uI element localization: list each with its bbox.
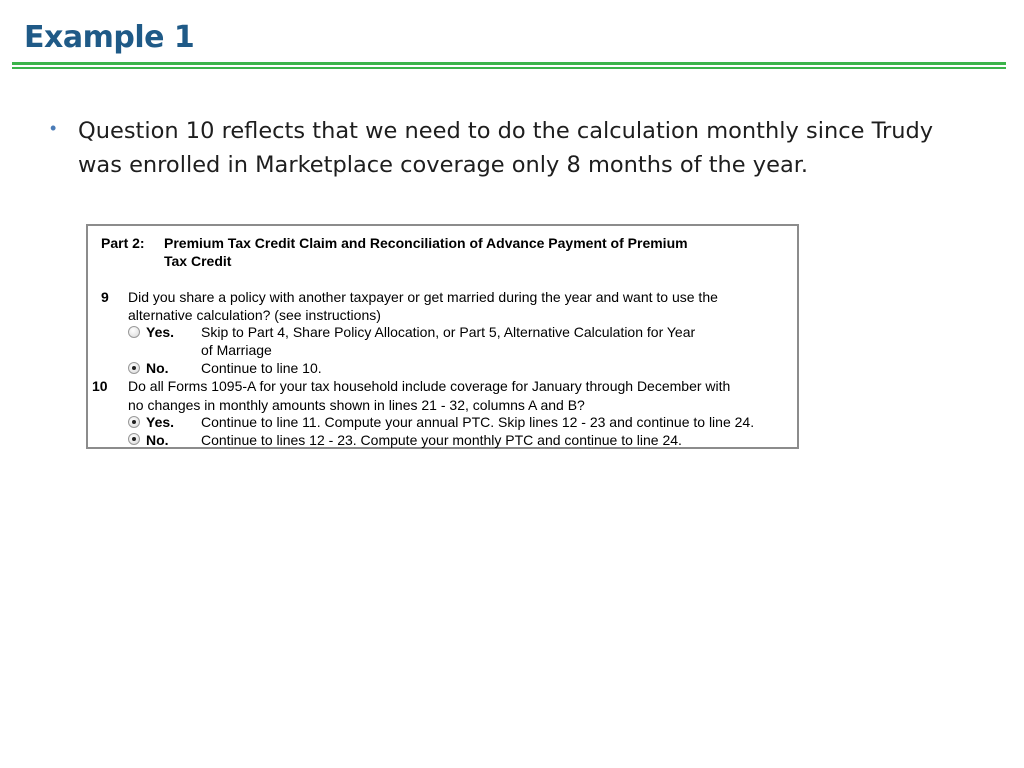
q10-yes-radio[interactable] xyxy=(128,416,140,428)
q9-yes-desc-line1: Skip to Part 4, Share Policy Allocation, or Part 5, Alternative Calculation for Year xyxy=(201,324,696,340)
form-excerpt xyxy=(86,224,799,449)
q9-text-line1: Did you share a policy with another taxpayer or get married during the year and want to use the xyxy=(128,289,718,305)
q9-no-desc: Continue to line 10. xyxy=(201,360,322,376)
q10-text-line1: Do all Forms 1095-A for your tax household include coverage for January through December with xyxy=(128,378,731,394)
bullet-item xyxy=(50,114,950,182)
q10-no-desc: Continue to lines 12 - 23. Compute your monthly PTC and continue to line 24. xyxy=(201,432,682,448)
q9-yes-desc-line2: of Marriage xyxy=(201,342,272,358)
slide-title: Example 1 xyxy=(24,20,195,55)
q9-number: 9 xyxy=(101,289,109,305)
title-underline-secondary xyxy=(12,67,1006,69)
q9-yes-radio[interactable] xyxy=(128,326,140,338)
q10-no-radio[interactable] xyxy=(128,433,140,445)
part-label: Part 2: xyxy=(101,235,145,251)
part-title-line1: Premium Tax Credit Claim and Reconciliation of Advance Payment of Premium xyxy=(164,235,688,251)
q10-yes-desc: Continue to line 11. Compute your annual PTC. Skip lines 12 - 23 and continue to line 24. xyxy=(201,414,755,430)
q10-yes-label: Yes. xyxy=(146,414,175,430)
q10-text-line2: no changes in monthly amounts shown in lines 21 - 32, columns A and B? xyxy=(128,397,585,413)
q9-no-label: No. xyxy=(146,360,169,376)
q9-text-line2: alternative calculation? (see instructions) xyxy=(128,307,381,323)
q10-no-label: No. xyxy=(146,432,169,448)
title-underline xyxy=(12,62,1006,65)
q10-number: 10 xyxy=(92,378,108,394)
q9-no-radio[interactable] xyxy=(128,362,140,374)
part-title-line2: Tax Credit xyxy=(164,253,232,269)
q9-yes-label: Yes. xyxy=(146,324,175,340)
bullet-icon: • xyxy=(50,118,57,138)
bullet-text: Question 10 reflects that we need to do the calculation monthly since Trudy was enrolled in Marketplace coverage only 8 months of the year. xyxy=(78,118,934,178)
